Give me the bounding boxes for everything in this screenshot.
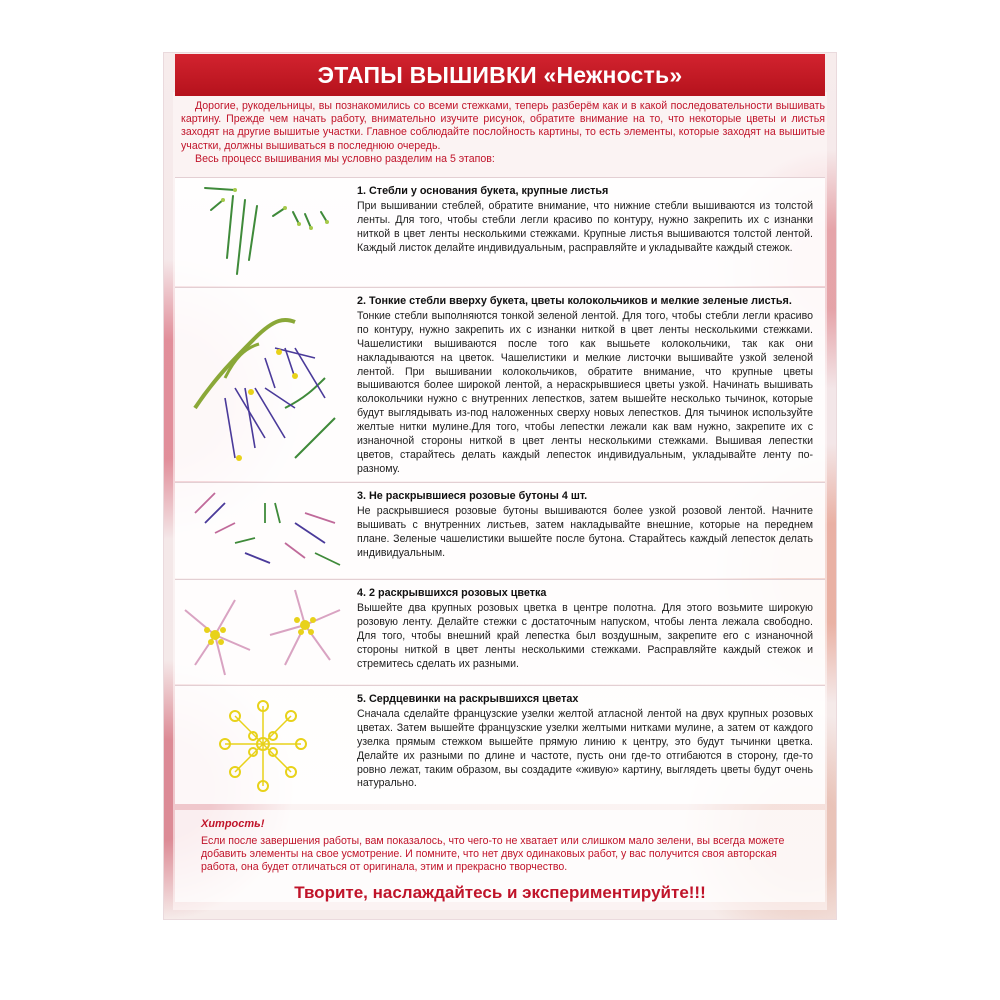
- embroidery-instruction-sheet: [163, 52, 837, 920]
- stage-5: [175, 685, 825, 804]
- stage-4: [175, 579, 825, 684]
- stage-5-title: 5. Сердцевинки на раскрывшихся цветах: [357, 693, 579, 705]
- stage-3-description: Не раскрывшиеся розовые бутоны вышиваются более узкой розовой лентой. Начните вышивать с внутренних листьев, затем накладывайте внешние, которые на переднем плане. Зеленые чашелистики вышейте после бутона. Старайтесь каждый лепесток делать индивидуальным.: [357, 504, 813, 559]
- stage-3-text: [357, 490, 813, 561]
- stage-1-description: При вышивании стеблей, обратите внимание, что нижние стебли вышиваются из толстой ленты. Для того, чтобы стебли легли красиво по контуру, нужно закрепить их с изнанки ниткой в цвет ленты несколькими стежками. Крупные листья вышиваются толстой лентой. Каждый листок делайте индивидуальным, расправляйте и укладывайте каждый стежок.: [357, 199, 813, 254]
- stage-4-title: 4. 2 раскрывшихся розовых цветка: [357, 587, 547, 599]
- intro-text: [181, 100, 825, 166]
- flower-centers-diagram: [175, 686, 351, 804]
- stage-1: [175, 177, 825, 286]
- stems-leaves-diagram: [175, 178, 351, 286]
- intro-lead: Весь процесс вышивания мы условно разделим на 5 этапов:: [195, 152, 495, 165]
- rose-buds-diagram: [175, 483, 351, 578]
- bellflowers-diagram: [175, 288, 351, 481]
- page-title: ЭТАПЫ ВЫШИВКИ «Нежность»: [317, 61, 683, 88]
- stage-1-text: [357, 185, 813, 256]
- tip-section: [175, 810, 825, 902]
- stage-5-illustration: [175, 686, 351, 804]
- stage-4-description: Вышейте два крупных розовых цветка в центре полотна. Для этого возьмите широкую розовую ленту. Делайте стежки с достаточным напуском, чтобы лента лежала свободно. Для того, чтобы внешний край лепестка был воздушным, закрепите его с изнаночной стороны ниткой в цвет ленты несколькими стежками. Расправляйте каждый стежок и стремитесь сделать их разными.: [357, 601, 813, 670]
- stage-3-title: 3. Не раскрывшиеся розовые бутоны 4 шт.: [357, 490, 588, 502]
- stage-1-illustration: [175, 178, 351, 286]
- stage-4-text: [357, 587, 813, 671]
- stage-2-text: [357, 295, 813, 477]
- title-banner: [175, 54, 825, 96]
- stage-5-description: Сначала сделайте французские узелки желтой атласной лентой на двух крупных розовых цветах. Затем вышейте французские узелки желтыми нитками мулине, а затем от каждого узелка прямым стежком вышейте прямую линию к центру, это будут тычинки цветка. Делайте их разными по длине и частоте, пусть они где-то отгибаются в сторону, где-то ровно лежат, таким образом, вы создадите «живую» картину, выглядеть цветы будут очень натурально.: [357, 707, 813, 790]
- stage-1-title: 1. Стебли у основания букета, крупные листья: [357, 185, 609, 197]
- stage-2-illustration: [175, 288, 351, 481]
- stage-2-description: Тонкие стебли выполняются тонкой зеленой лентой. Для того, чтобы стебли легли красиво по контуру, нужно закрепить их с изнанки ниткой в цвет ленты несколькими стежками. Чашелистики вышиваются после того как вышьете колокольчики, так как они накладываются на цветок. Чашелистики и мелкие листочки вышивайте узкой зеленой лентой. При вышивании колокольчиков, обратите внимание, что крупные цветы вышиваются более широкой лентой, а нераскрывшиеся цветы узкой. Начинать вышивать колокольчики нужно с внутренних лепестков, затем вышейте несколько тычинок, которые будут выглядывать из-под наложенных сверху новых лепестков. Для тычинок используйте желтые нитки мулине.Для того, чтобы лепестки лежали как вам нужно, закрепите их с изнаночной стороны ниткой в цвет ленты несколькими стежками. Вышивая лепестки цветов, старайтесь делать каждый лепесток индивидуальным, укладывайте ленту по-разному.: [357, 309, 813, 475]
- intro-paragraph: Дорогие, рукодельницы, вы познакомились со всеми стежками, теперь разберём как и в какой последовательности вышивать картину. Прежде чем начать работу, внимательно изучите рисунок, обратите внимание на то, что некоторые цветы и листья заходят на другие вышитые участки. Главное соблюдайте послойность картины, то есть элементы, которые заходят на вышитые участки, должны вышиваться в последнюю очередь.: [181, 100, 825, 152]
- open-roses-diagram: [175, 580, 351, 684]
- stage-5-text: [357, 693, 813, 791]
- stage-2: [175, 287, 825, 481]
- tip-heading: Хитрость!: [201, 818, 265, 830]
- stage-2-title: 2. Тонкие стебли вверху букета, цветы колокольчиков и мелкие зеленые листья.: [357, 295, 792, 307]
- tip-text: Если после завершения работы, вам показалось, что чего-то не хватает или слишком мало зелени, вы всегда можете добавить элементы на свое усмотрение. И помните, что нет двух одинаковых работ, у вас получится своя авторская работа, она будет отличаться от оригинала, этим и прекрасно творчество.: [201, 835, 785, 874]
- stage-3: [175, 482, 825, 578]
- closing-slogan: Творите, наслаждайтесь и экспериментируйте!!!: [294, 883, 706, 902]
- stage-3-illustration: [175, 483, 351, 578]
- stage-4-illustration: [175, 580, 351, 684]
